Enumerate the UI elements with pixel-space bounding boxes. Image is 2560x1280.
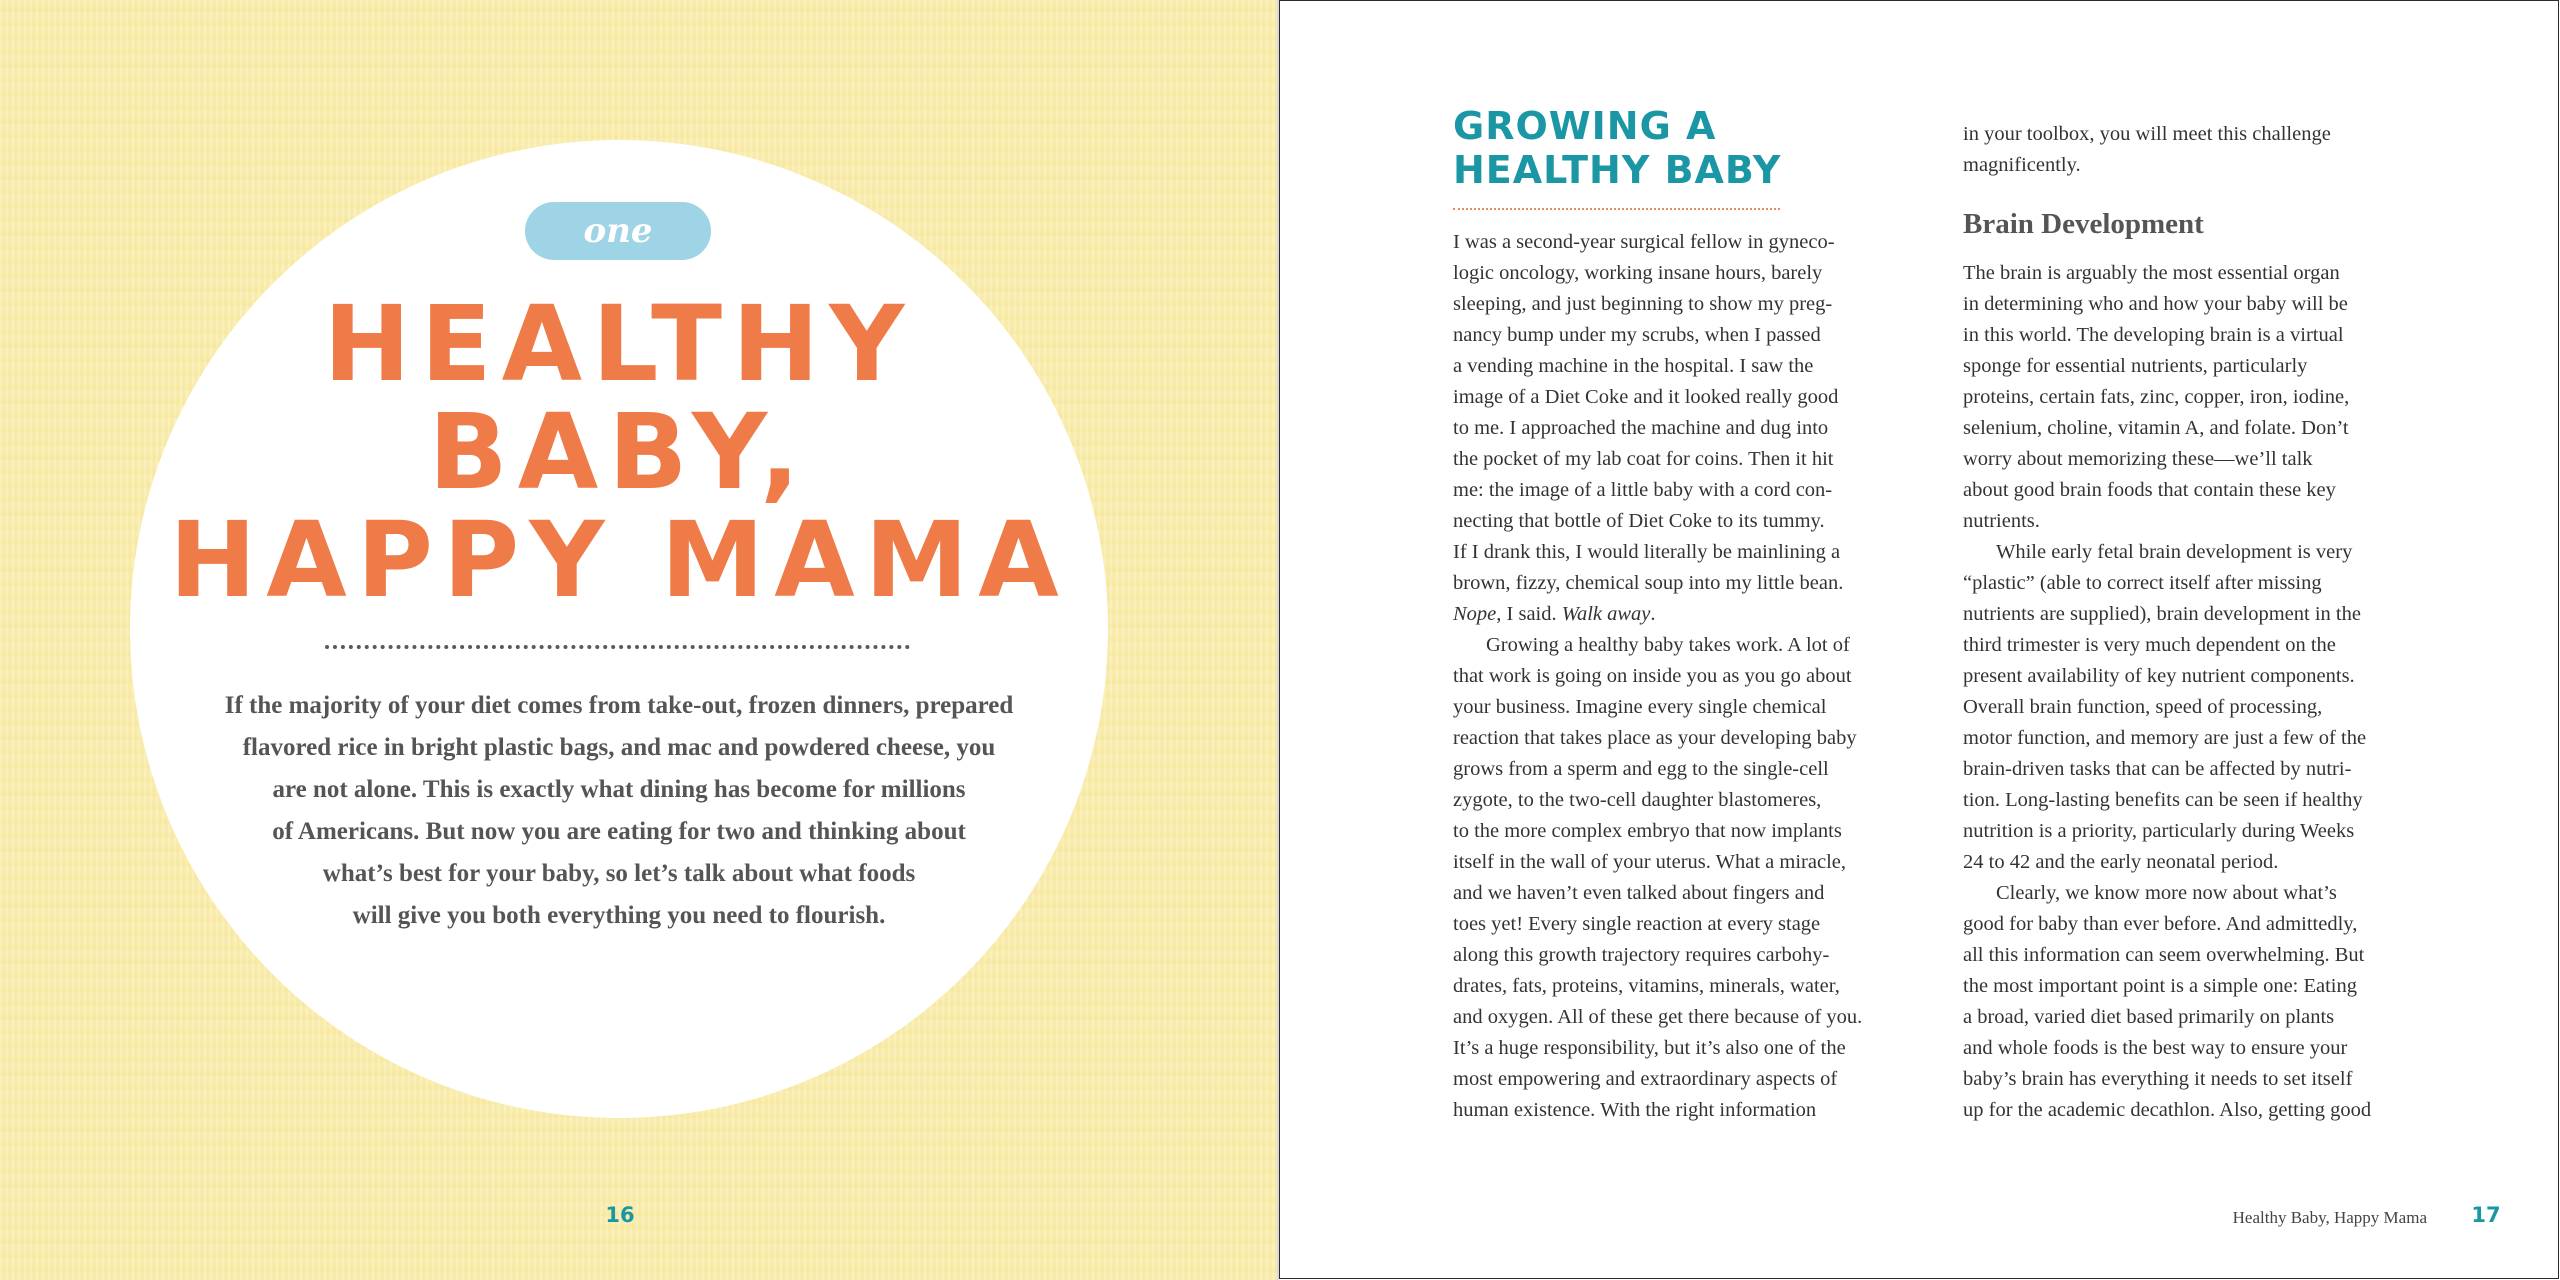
- body-line: tion. Long-lasting benefits can be seen if healthy: [1963, 789, 2363, 811]
- body-column-2-top: [1963, 119, 2433, 181]
- chapter-intro: [170, 685, 1068, 937]
- chapter-title-line: BABY,: [428, 391, 810, 513]
- body-line: in this world. The developing brain is a virtual: [1963, 324, 2344, 346]
- body-line: in determining who and how your baby will be: [1963, 293, 2348, 315]
- dotted-divider: [325, 645, 910, 649]
- section-title: [1453, 104, 1813, 192]
- intro-line: of Americans. But now you are eating for two and thinking about: [272, 818, 966, 845]
- running-head: Healthy Baby, Happy Mama: [2232, 1208, 2427, 1227]
- body-line: in your toolbox, you will meet this challenge: [1963, 123, 2331, 145]
- chapter-title-line: HAPPY MAMA: [169, 499, 1069, 621]
- body-line: toes yet! Every single reaction at every stage: [1453, 913, 1821, 935]
- intro-line: If the majority of your diet comes from take-out, frozen dinners, prepared: [224, 692, 1014, 719]
- nope-end-text: .: [1650, 603, 1656, 625]
- body-line: I was a second-year surgical fellow in gyneco-: [1453, 231, 1835, 253]
- subheading-brain-development: Brain Development: [1963, 208, 2204, 240]
- body-line: all this information can seem overwhelming. But: [1963, 944, 2365, 966]
- page-number-left: 16: [605, 1203, 635, 1227]
- page-number-right: 17: [2471, 1203, 2501, 1227]
- body-line: that work is going on inside you as you go about: [1453, 665, 1852, 687]
- body-line: If I drank this, I would literally be mainlining a: [1453, 541, 1841, 563]
- body-line: third trimester is very much dependent on the: [1963, 634, 2336, 656]
- body-line: sponge for essential nutrients, particularly: [1963, 355, 2308, 377]
- body-line: drates, fats, proteins, vitamins, minerals, water,: [1453, 975, 1840, 997]
- body-line: grows from a sperm and egg to the single-cell: [1453, 758, 1829, 780]
- body-line: It’s a huge responsibility, but it’s also one of the: [1453, 1037, 1846, 1059]
- chapter-title-line: HEALTHY: [323, 283, 915, 405]
- body-line: and oxygen. All of these get there because of you.: [1453, 1006, 1863, 1028]
- body-line: about good brain foods that contain these key: [1963, 479, 2336, 501]
- body-line: present availability of key nutrient components.: [1963, 665, 2355, 687]
- body-line: 24 to 42 and the early neonatal period.: [1963, 851, 2279, 873]
- chapter-title: [160, 283, 1078, 621]
- body-line: nancy bump under my scrubs, when I passed: [1453, 324, 1821, 346]
- body-line: necting that bottle of Diet Coke to its tummy.: [1453, 510, 1825, 532]
- body-line: brain-driven tasks that can be affected by nutri-: [1963, 758, 2352, 780]
- body-line: good for baby than ever before. And admittedly,: [1963, 913, 2358, 935]
- body-line: and we haven’t even talked about fingers and: [1453, 882, 1825, 904]
- body-line: proteins, certain fats, zinc, copper, iron, iodine,: [1963, 386, 2350, 408]
- body-line: the pocket of my lab coat for coins. Then it hit: [1453, 448, 1834, 470]
- intro-line: flavored rice in bright plastic bags, and mac and powdered cheese, you: [242, 734, 996, 761]
- body-line: While early fetal brain development is very: [1996, 541, 2353, 563]
- body-line: Growing a healthy baby takes work. A lot of: [1486, 634, 1850, 656]
- body-line: logic oncology, working insane hours, barely: [1453, 262, 1823, 284]
- body-line: to me. I approached the machine and dug into: [1453, 417, 1829, 439]
- chapter-label-badge: one: [525, 202, 711, 260]
- body-line: along this growth trajectory requires carbohy-: [1453, 944, 1830, 966]
- body-line: nutrition is a priority, particularly during Weeks: [1963, 820, 2355, 842]
- body-column-1: [1453, 227, 1923, 1126]
- intro-line: what’s best for your baby, so let’s talk about what foods: [322, 860, 916, 887]
- body-line: most empowering and extraordinary aspects of: [1453, 1068, 1838, 1090]
- section-title-line: HEALTHY BABY: [1453, 148, 1782, 192]
- body-line: up for the academic decathlon. Also, getting good: [1963, 1099, 2372, 1121]
- section-title-underline: [1453, 208, 1780, 210]
- body-line: magnificently.: [1963, 154, 2081, 176]
- body-line: “plastic” (able to correct itself after missing: [1963, 572, 2322, 594]
- body-line: your business. Imagine every single chemical: [1453, 696, 1827, 718]
- body-line: brown, fizzy, chemical soup into my little bean.: [1453, 572, 1844, 594]
- body-line: nutrients.: [1963, 510, 2040, 532]
- body-line: worry about memorizing these—we’ll talk: [1963, 448, 2313, 470]
- walk-away-text: Walk away: [1561, 603, 1651, 625]
- body-line: zygote, to the two-cell daughter blastomeres,: [1453, 789, 1822, 811]
- nope-mid-text: , I said.: [1496, 603, 1562, 625]
- body-line: The brain is arguably the most essential organ: [1963, 262, 2340, 284]
- body-line: a vending machine in the hospital. I saw the: [1453, 355, 1814, 377]
- body-line: itself in the wall of your uterus. What a miracle,: [1453, 851, 1846, 873]
- body-line: me: the image of a little baby with a cord con-: [1453, 479, 1833, 501]
- body-line: a broad, varied diet based primarily on plants: [1963, 1006, 2335, 1028]
- body-line-nope: [1453, 599, 1923, 630]
- nope-text: Nope: [1453, 603, 1497, 625]
- intro-line: are not alone. This is exactly what dining has become for millions: [272, 776, 966, 803]
- section-title-line: GROWING A: [1453, 104, 1717, 148]
- body-line: baby’s brain has everything it needs to set itself: [1963, 1068, 2353, 1090]
- body-line: sleeping, and just beginning to show my preg-: [1453, 293, 1833, 315]
- body-line: selenium, choline, vitamin A, and folate. Don’t: [1963, 417, 2349, 439]
- left-page: [0, 0, 1278, 1280]
- body-line: reaction that takes place as your developing baby: [1453, 727, 1857, 749]
- body-line: nutrients are supplied), brain development in the: [1963, 603, 2361, 625]
- body-line: to the more complex embryo that now implants: [1453, 820, 1842, 842]
- body-line: image of a Diet Coke and it looked really good: [1453, 386, 1839, 408]
- body-line: Overall brain function, speed of processing,: [1963, 696, 2323, 718]
- intro-line: will give you both everything you need to flourish.: [352, 902, 886, 929]
- body-line: Clearly, we know more now about what’s: [1996, 882, 2337, 904]
- body-column-2: [1963, 258, 2433, 1126]
- body-line: and whole foods is the best way to ensure your: [1963, 1037, 2348, 1059]
- body-line: motor function, and memory are just a few of the: [1963, 727, 2367, 749]
- body-line: the most important point is a simple one: Eating: [1963, 975, 2358, 997]
- body-line: human existence. With the right information: [1453, 1099, 1817, 1121]
